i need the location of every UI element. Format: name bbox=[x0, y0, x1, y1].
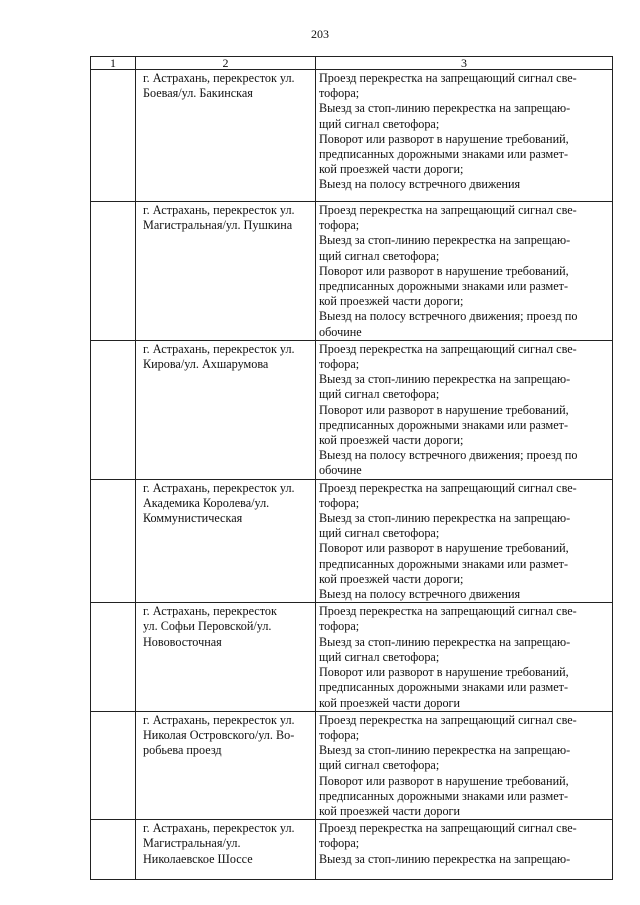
table-body bbox=[91, 70, 613, 880]
violation-line: щий сигнал светофора; bbox=[319, 248, 440, 263]
address-line: г. Астрахань, перекресток ул. bbox=[143, 341, 295, 356]
column-header-1: 1 bbox=[91, 57, 136, 70]
address-cell bbox=[136, 340, 316, 479]
table-row bbox=[91, 340, 613, 479]
column-header-2: 2 bbox=[136, 57, 316, 70]
violations-cell bbox=[316, 479, 613, 603]
violation-line: щий сигнал светофора; bbox=[319, 758, 440, 773]
table-row bbox=[91, 711, 613, 819]
violations-cell bbox=[316, 202, 613, 341]
page-number: 203 bbox=[311, 27, 329, 41]
address-line: ул. Софьи Перовской/ул. bbox=[143, 619, 272, 634]
address-line: Боевая/ул. Бакинская bbox=[143, 86, 253, 101]
violation-line: Поворот или разворот в нарушение требований, bbox=[319, 773, 569, 788]
violation-line: Поворот или разворот в нарушение требований, bbox=[319, 263, 569, 278]
row-number-cell bbox=[91, 479, 136, 603]
violation-line: предписанных дорожными знаками или размет- bbox=[319, 417, 569, 432]
address-line: г. Астрахань, перекресток ул. bbox=[143, 203, 295, 217]
violation-line: Поворот или разворот в нарушение требований, bbox=[319, 541, 569, 556]
row-number-cell bbox=[91, 711, 136, 819]
column-header-3: 3 bbox=[316, 57, 613, 70]
address-line: Магистральная/ул. bbox=[143, 836, 241, 851]
row-number-cell bbox=[91, 202, 136, 341]
violation-line: кой проезжей части дороги bbox=[319, 803, 461, 818]
violation-line: предписанных дорожными знаками или размет- bbox=[319, 279, 569, 294]
violation-line: кой проезжей части дороги bbox=[319, 695, 461, 710]
address-line: Коммунистическая bbox=[143, 511, 243, 526]
violation-line: Выезд за стоп-линию перекрестка на запрещаю- bbox=[319, 372, 571, 387]
violation-line: тофора; bbox=[319, 86, 360, 101]
violation-line: Выезд на полосу встречного движения bbox=[319, 587, 521, 602]
violation-line: Проезд перекрестка на запрещающий сигнал све- bbox=[319, 480, 577, 495]
address-line: г. Астрахань, перекресток ул. bbox=[143, 712, 295, 727]
violation-line: кой проезжей части дороги; bbox=[319, 294, 464, 309]
address-cell bbox=[136, 603, 316, 711]
violation-line: щий сигнал светофора; bbox=[319, 387, 440, 402]
address-line: Николая Островского/ул. Во- bbox=[143, 727, 295, 742]
row-number-cell bbox=[91, 820, 136, 880]
violation-line: Выезд за стоп-линию перекрестка на запрещаю- bbox=[319, 233, 571, 248]
table-row bbox=[91, 202, 613, 341]
violation-line: тофора; bbox=[319, 727, 360, 742]
address-cell bbox=[136, 820, 316, 880]
violation-line: Выезд на полосу встречного движения; проезд по bbox=[319, 448, 578, 463]
violation-line: Проезд перекрестка на запрещающий сигнал све- bbox=[319, 71, 577, 85]
violation-line: Выезд за стоп-линию перекрестка на запрещаю- bbox=[319, 511, 571, 526]
violation-line: Выезд за стоп-линию перекрестка на запрещаю- bbox=[319, 101, 571, 116]
violation-line: Проезд перекрестка на запрещающий сигнал све- bbox=[319, 821, 577, 836]
violation-line: кой проезжей части дороги; bbox=[319, 571, 464, 586]
violation-line: предписанных дорожными знаками или размет- bbox=[319, 556, 569, 571]
address-line: Николаевское Шоссе bbox=[143, 851, 253, 866]
violation-line: обочине bbox=[319, 324, 362, 339]
intersection-table bbox=[90, 56, 613, 880]
address-cell bbox=[136, 202, 316, 341]
violation-line: Выезд на полосу встречного движения; проезд по bbox=[319, 309, 578, 324]
violation-line: предписанных дорожными знаками или размет- bbox=[319, 680, 569, 695]
address-line: г. Астрахань, перекресток ул. bbox=[143, 821, 295, 836]
violation-line: тофора; bbox=[319, 357, 360, 372]
violation-line: обочине bbox=[319, 463, 362, 478]
violations-cell bbox=[316, 711, 613, 819]
violation-line: кой проезжей части дороги; bbox=[319, 162, 464, 177]
table-row bbox=[91, 820, 613, 880]
violation-line: тофора; bbox=[319, 836, 360, 851]
row-number-cell bbox=[91, 603, 136, 711]
violation-line: тофора; bbox=[319, 495, 360, 510]
violation-line: Поворот или разворот в нарушение требований, bbox=[319, 402, 569, 417]
violation-line: предписанных дорожными знаками или размет- bbox=[319, 788, 569, 803]
violation-line: Выезд за стоп-линию перекрестка на запрещаю- bbox=[319, 634, 571, 649]
address-line: г. Астрахань, перекресток ул. bbox=[143, 480, 295, 495]
address-line: Магистральная/ул. Пушкина bbox=[143, 218, 293, 233]
address-cell bbox=[136, 70, 316, 202]
address-line: Нововосточная bbox=[143, 634, 222, 649]
violation-line: Проезд перекрестка на запрещающий сигнал све- bbox=[319, 604, 577, 619]
address-line: г. Астрахань, перекресток bbox=[143, 604, 277, 619]
violations-cell bbox=[316, 820, 613, 880]
violation-line: Выезд на полосу встречного движения bbox=[319, 177, 521, 192]
address-cell bbox=[136, 479, 316, 603]
address-line: Кирова/ул. Ахшарумова bbox=[143, 357, 269, 372]
violations-cell bbox=[316, 340, 613, 479]
violations-cell bbox=[316, 603, 613, 711]
address-cell bbox=[136, 711, 316, 819]
violation-line: Выезд за стоп-линию перекрестка на запрещаю- bbox=[319, 851, 571, 866]
violation-line: Поворот или разворот в нарушение требований, bbox=[319, 665, 569, 680]
violation-line: тофора; bbox=[319, 218, 360, 233]
violation-line: щий сигнал светофора; bbox=[319, 649, 440, 664]
violation-line: кой проезжей части дороги; bbox=[319, 433, 464, 448]
address-line: Академика Королева/ул. bbox=[143, 495, 270, 510]
table-row bbox=[91, 70, 613, 202]
violation-line: Проезд перекрестка на запрещающий сигнал све- bbox=[319, 203, 577, 217]
violation-line: предписанных дорожными знаками или размет- bbox=[319, 147, 569, 162]
table-row bbox=[91, 479, 613, 603]
violation-line: щий сигнал светофора; bbox=[319, 526, 440, 541]
violation-line: щий сигнал светофора; bbox=[319, 116, 440, 131]
violations-cell bbox=[316, 70, 613, 202]
row-number-cell bbox=[91, 340, 136, 479]
table-row bbox=[91, 603, 613, 711]
table-header bbox=[91, 57, 613, 70]
violation-line: Выезд за стоп-линию перекрестка на запрещаю- bbox=[319, 743, 571, 758]
violation-line: Проезд перекрестка на запрещающий сигнал све- bbox=[319, 341, 577, 356]
address-line: робьева проезд bbox=[143, 743, 222, 758]
address-line: г. Астрахань, перекресток ул. bbox=[143, 71, 295, 85]
row-number-cell bbox=[91, 70, 136, 202]
violation-line: тофора; bbox=[319, 619, 360, 634]
violation-line: Поворот или разворот в нарушение требований, bbox=[319, 131, 569, 146]
violation-line: Проезд перекрестка на запрещающий сигнал све- bbox=[319, 712, 577, 727]
